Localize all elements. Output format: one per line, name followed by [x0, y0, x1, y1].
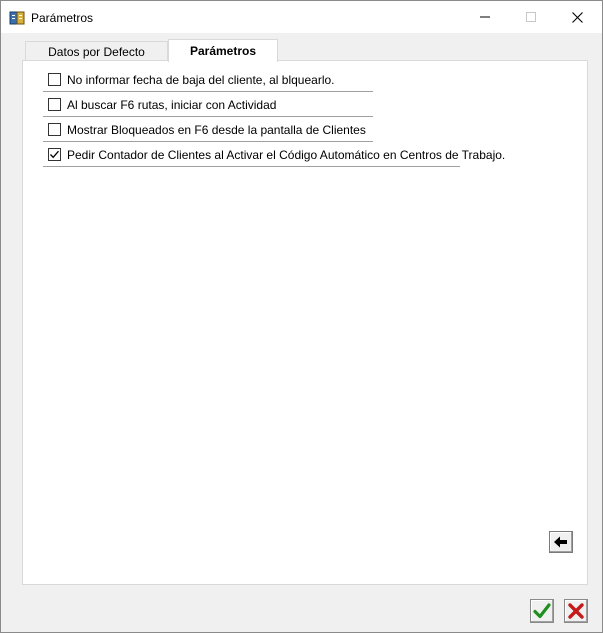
checkbox-buscar-f6-rutas[interactable]: [48, 98, 61, 111]
window-title: Parámetros: [31, 11, 94, 25]
option-row[interactable]: [43, 68, 373, 92]
option-row[interactable]: [43, 143, 506, 167]
option-label: Al buscar F6 rutas, iniciar con Actividad: [67, 98, 277, 112]
checkbox-no-informar-fecha-baja[interactable]: [48, 73, 61, 86]
option-row[interactable]: [43, 118, 373, 142]
tab-parametros[interactable]: Parámetros: [168, 39, 278, 62]
checkbox-pedir-contador-clientes[interactable]: [48, 148, 61, 161]
cancel-button[interactable]: [564, 599, 588, 623]
tab-datos-por-defecto[interactable]: Datos por Defecto: [25, 41, 168, 61]
arrow-left-icon: [554, 536, 568, 548]
minimize-icon: [480, 12, 490, 22]
maximize-button: [508, 1, 554, 33]
checkbox-mostrar-bloqueados[interactable]: [48, 123, 61, 136]
app-book-icon[interactable]: [9, 10, 25, 26]
ok-button[interactable]: [530, 599, 554, 623]
maximize-icon: [526, 12, 536, 22]
close-icon: [572, 12, 583, 23]
option-label: No informar fecha de baja del cliente, al blquearlo.: [67, 73, 335, 87]
cross-icon: [567, 602, 585, 620]
minimize-button[interactable]: [462, 1, 508, 33]
option-label: Pedir Contador de Clientes al Activar el Código Automático en Centros de Trabajo.: [67, 148, 506, 162]
tab-panel-parametros: [22, 60, 588, 585]
close-button[interactable]: [554, 1, 600, 33]
checkmark-icon: [49, 149, 60, 160]
option-label: Mostrar Bloqueados en F6 desde la pantalla de Clientes: [67, 123, 366, 137]
title-bar: [1, 1, 602, 33]
option-row[interactable]: [43, 93, 373, 117]
back-button[interactable]: [549, 531, 573, 553]
check-icon: [533, 602, 551, 620]
